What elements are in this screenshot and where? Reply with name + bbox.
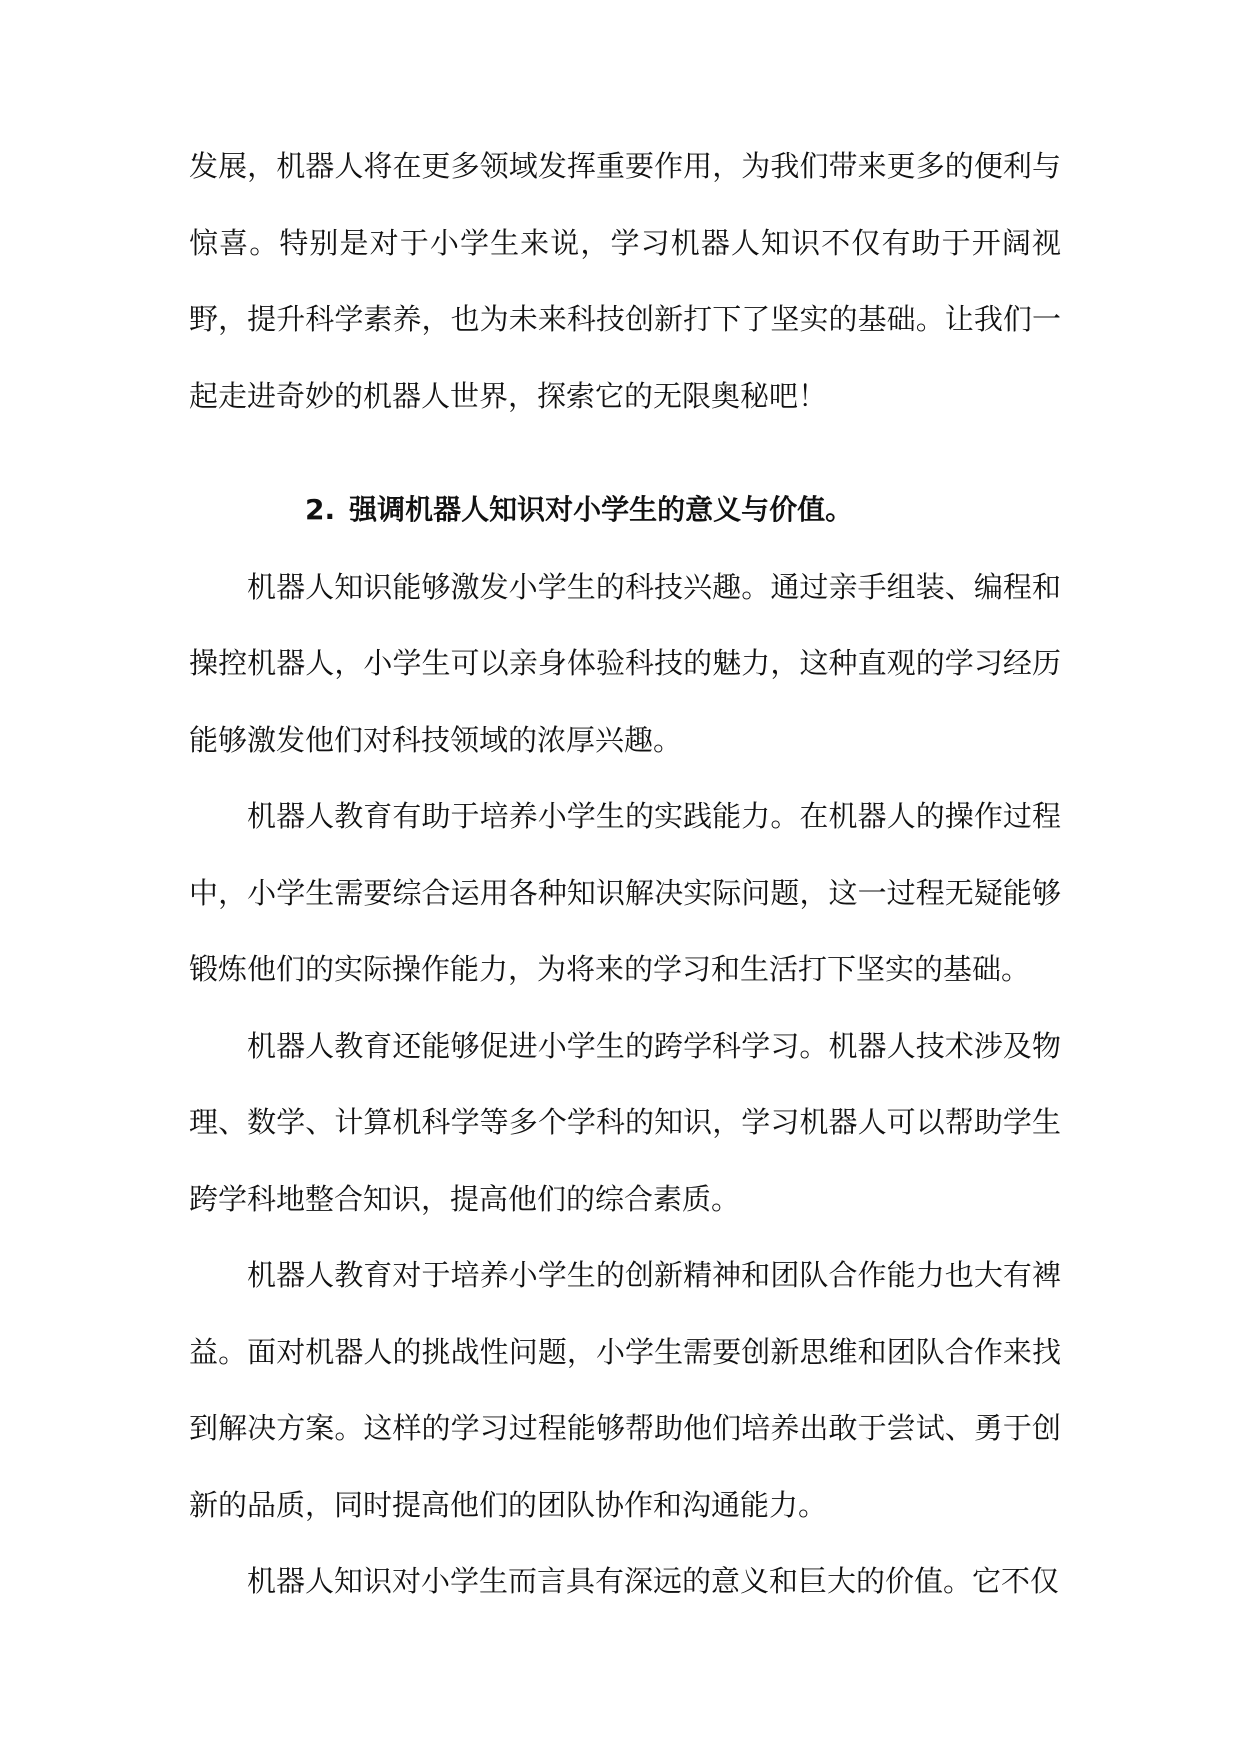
body-paragraph-practice: 机器人教育有助于培养小学生的实践能力。在机器人的操作过程中，小学生需要综合运用各种知识解决实际问题，这一过程无疑能够锻炼他们的实际操作能力，为将来的学习和生活打下坚实的基础。 xyxy=(189,799,1061,986)
body-paragraph-interdisciplinary: 机器人教育还能够促进小学生的跨学科学习。机器人技术涉及物理、数学、计算机科学等多个学科的知识，学习机器人可以帮助学生跨学科地整合知识，提高他们的综合素质。 xyxy=(189,1028,1061,1216)
section-title: 强调机器人知识对小学生的意义与价值。 xyxy=(349,493,854,526)
body-paragraph-innovation: 机器人教育对于培养小学生的创新精神和团队合作能力也大有裨益。面对机器人的挑战性问题，小学生需要创新思维和团队合作来找到解决方案。这样的学习过程能够帮助他们培养出敢于尝试、勇于创新的品质，同时提高他们的团队协作和沟通能力。 xyxy=(189,1258,1061,1522)
intro-paragraph: 发展，机器人将在更多领域发挥重要作用，为我们带来更多的便利与惊喜。特别是对于小学生来说，学习机器人知识不仅有助于开阔视野，提升科学素养，也为未来科技创新打下了坚实的基础。让我们一起走进奇妙的机器人世界，探索它的无限奥秘吧！ xyxy=(189,149,1061,413)
section-number: 2. xyxy=(305,493,336,526)
body-paragraph-summary: 机器人知识对小学生而言具有深远的意义和巨大的价值。它不仅 xyxy=(247,1564,1060,1598)
document-body xyxy=(189,128,1061,1620)
section-heading xyxy=(189,472,1061,549)
body-paragraph-interest: 机器人知识能够激发小学生的科技兴趣。通过亲手组装、编程和操控机器人，小学生可以亲身体验科技的魅力，这种直观的学习经历能够激发他们对科技领域的浓厚兴趣。 xyxy=(189,569,1061,757)
